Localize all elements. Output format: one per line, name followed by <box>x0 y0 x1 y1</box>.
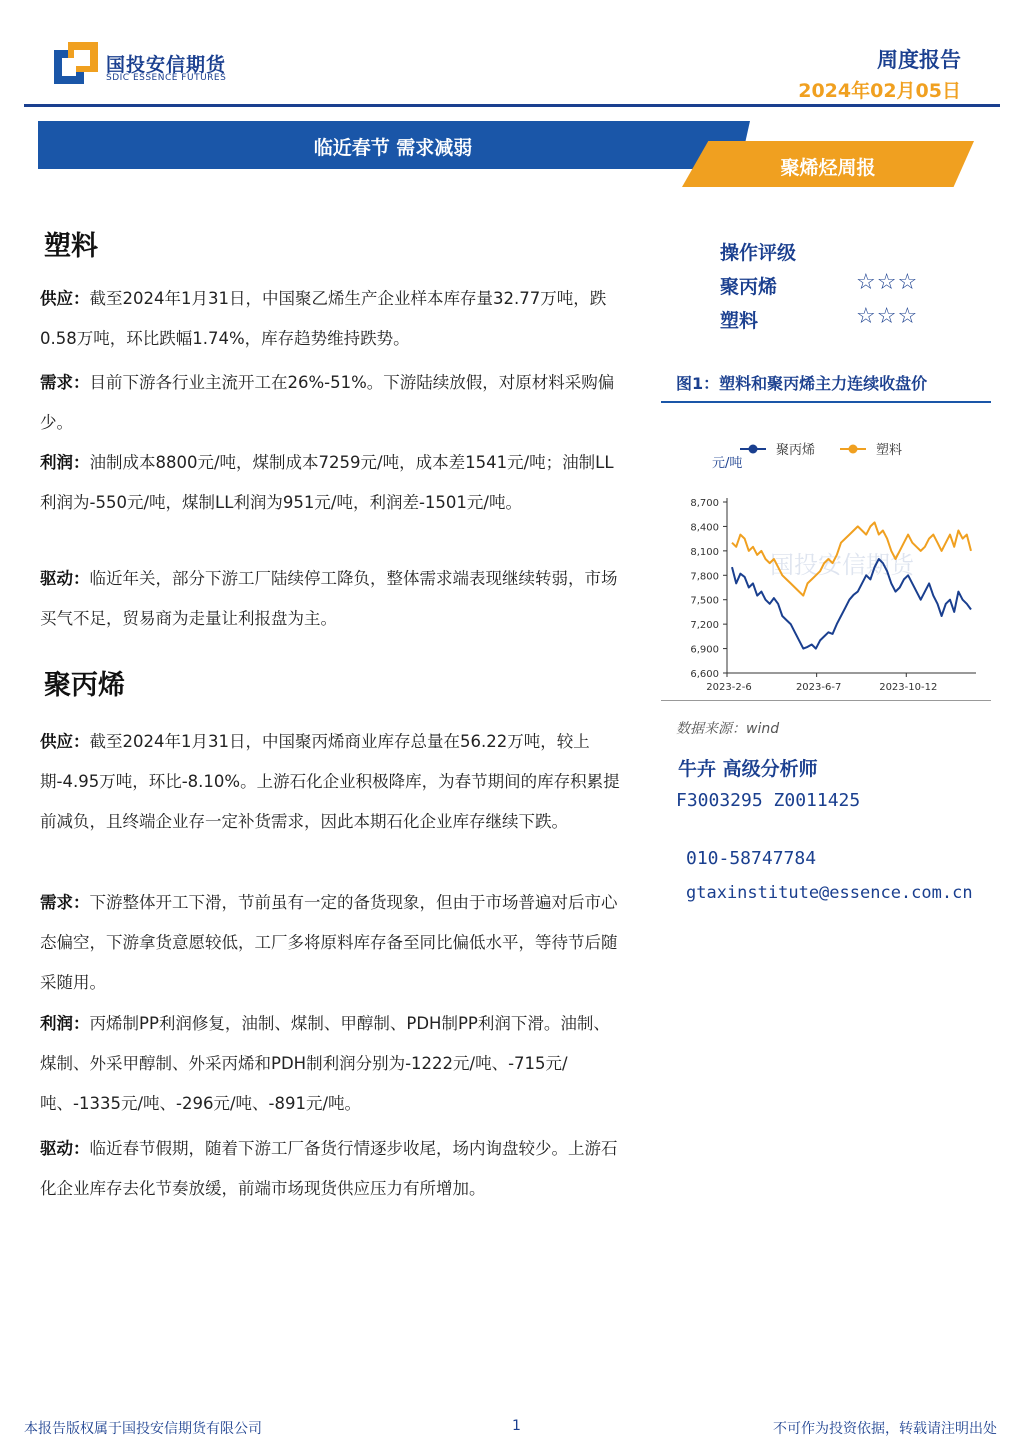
report-type: 周度报告 <box>877 48 961 72</box>
pp-supply-text: 截至2024年1月31日，中国聚丙烯商业库存总量在56.22万吨，较上期-4.95万吨，环比-8.10%。上游石化企业积极降库，为春节期间的库存积累提前减负，且终端企业存一定补货需求，因此本期石化企业库存继续下跌。 <box>40 732 620 831</box>
company-name-cn: 国投安信期货 <box>106 54 227 76</box>
plastic-supply-label: 供应： <box>40 289 90 308</box>
plastic-supply <box>40 279 620 359</box>
pp-supply-label: 供应： <box>40 732 90 751</box>
y-tick-label: 8,400 <box>690 522 719 534</box>
plastic-driver-label: 驱动： <box>40 569 90 588</box>
pp-demand <box>40 883 620 1003</box>
chart-legend <box>740 442 902 458</box>
plastic-demand-label: 需求： <box>40 373 90 392</box>
company-name-en: SDIC ESSENCE FUTURES <box>106 73 227 83</box>
pp-driver <box>40 1129 620 1209</box>
plastic-profit-text: 油制成本8800元/吨，煤制成本7259元/吨，成本差1541元/吨；油制LL利润为-550元/吨，煤制LL利润为951元/吨，利润差-1501元/吨。 <box>40 453 614 512</box>
header-divider <box>24 104 1000 107</box>
pp-driver-text: 临近春节假期，随着下游工厂备货行情逐步收尾，场内询盘较少。上游石化企业库存去化节奏放缓，前端市场现货供应压力有所增加。 <box>40 1139 618 1198</box>
analyst-license: F3003295 Z0011425 <box>676 790 861 811</box>
x-tick-label: 2023-2-6 <box>706 682 752 693</box>
y-tick-label: 6,900 <box>690 644 719 656</box>
rating-name-pp: 聚丙烯 <box>720 276 778 298</box>
contact-email[interactable]: gtaxinstitute@essence.com.cn <box>686 883 973 903</box>
report-date: 2024年02月05日 <box>798 80 961 102</box>
legend-label-1: 塑料 <box>876 443 903 458</box>
legend-marker-1 <box>849 445 858 454</box>
footer-disclaimer: 不可作为投资依据，转载请注明出处 <box>773 1421 997 1437</box>
y-tick-label: 7,500 <box>690 595 719 607</box>
banner-subtitle: 聚烯烃周报 <box>780 157 876 179</box>
pp-profit-text: 丙烯制PP利润修复，油制、煤制、甲醇制、PDH制PP利润下滑。油制、煤制、外采甲醇制、外采丙烯和PDH制利润分别为-1222元/吨、-715元/吨、-1335元/吨、-296元/吨、-891元/吨。 <box>40 1014 610 1113</box>
figure-bottom-rule <box>661 700 991 701</box>
y-tick-label: 7,800 <box>690 571 719 583</box>
footer-copyright: 本报告版权属于国投安信期货有限公司 <box>24 1421 262 1437</box>
price-line-chart <box>660 405 995 697</box>
section-title-pp: 聚丙烯 <box>44 670 125 701</box>
banner-title: 临近春节 需求减弱 <box>313 137 473 159</box>
plastic-demand-text: 目前下游各行业主流开工在26%-51%。下游陆续放假，对原材料采购偏少。 <box>40 373 615 432</box>
rating-stars-pp: ☆☆☆ <box>856 270 919 295</box>
rating-name-plastic: 塑料 <box>720 310 759 332</box>
chart-ylabel: 元/吨 <box>712 456 743 471</box>
y-tick-label: 6,600 <box>690 669 719 680</box>
analyst-name: 牛卉 高级分析师 <box>678 758 818 780</box>
figure-source: 数据来源：wind <box>676 721 780 737</box>
section-title-plastic: 塑料 <box>44 231 98 262</box>
pp-driver-label: 驱动： <box>40 1139 90 1158</box>
legend-label-0: 聚丙烯 <box>776 443 816 458</box>
pp-profit <box>40 1004 620 1124</box>
pp-demand-text: 下游整体开工下滑，节前虽有一定的备货现象，但由于市场普遍对后市心态偏空，下游拿货意愿较低，工厂多将原料库存备至同比偏低水平，等待节后随采随用。 <box>40 893 618 992</box>
pp-demand-label: 需求： <box>40 893 90 912</box>
x-tick-label: 2023-10-12 <box>879 682 938 693</box>
x-tick-label: 2023-6-7 <box>795 682 842 693</box>
chart-watermark: 国投安信期货 <box>770 551 914 579</box>
pp-profit-label: 利润： <box>40 1014 90 1033</box>
y-tick-label: 7,200 <box>690 620 719 632</box>
figure-title: 图1：塑料和聚丙烯主力连续收盘价 <box>676 374 928 393</box>
plastic-supply-text: 截至2024年1月31日，中国聚乙烯生产企业样本库存量32.77万吨，跌0.58万吨，环比跌幅1.74%，库存趋势维持跌势。 <box>40 289 607 348</box>
plastic-profit <box>40 443 620 523</box>
rating-stars-plastic: ☆☆☆ <box>856 304 919 329</box>
plastic-driver-text: 临近年关，部分下游工厂陆续停工降负，整体需求端表现继续转弱，市场买气不足，贸易商为走量让利报盘为主。 <box>40 569 618 628</box>
figure-top-rule <box>661 401 991 403</box>
plastic-profit-label: 利润： <box>40 453 90 472</box>
rating-title: 操作评级 <box>720 242 797 264</box>
legend-marker-0 <box>749 445 758 454</box>
y-tick-label: 8,700 <box>690 498 719 509</box>
pp-supply <box>40 722 620 842</box>
company-logo-icon <box>54 42 98 84</box>
plastic-demand <box>40 363 620 443</box>
contact-phone: 010-58747784 <box>686 848 817 869</box>
y-tick-label: 8,100 <box>690 546 719 558</box>
plastic-driver <box>40 559 620 639</box>
page-number: 1 <box>512 1418 521 1434</box>
